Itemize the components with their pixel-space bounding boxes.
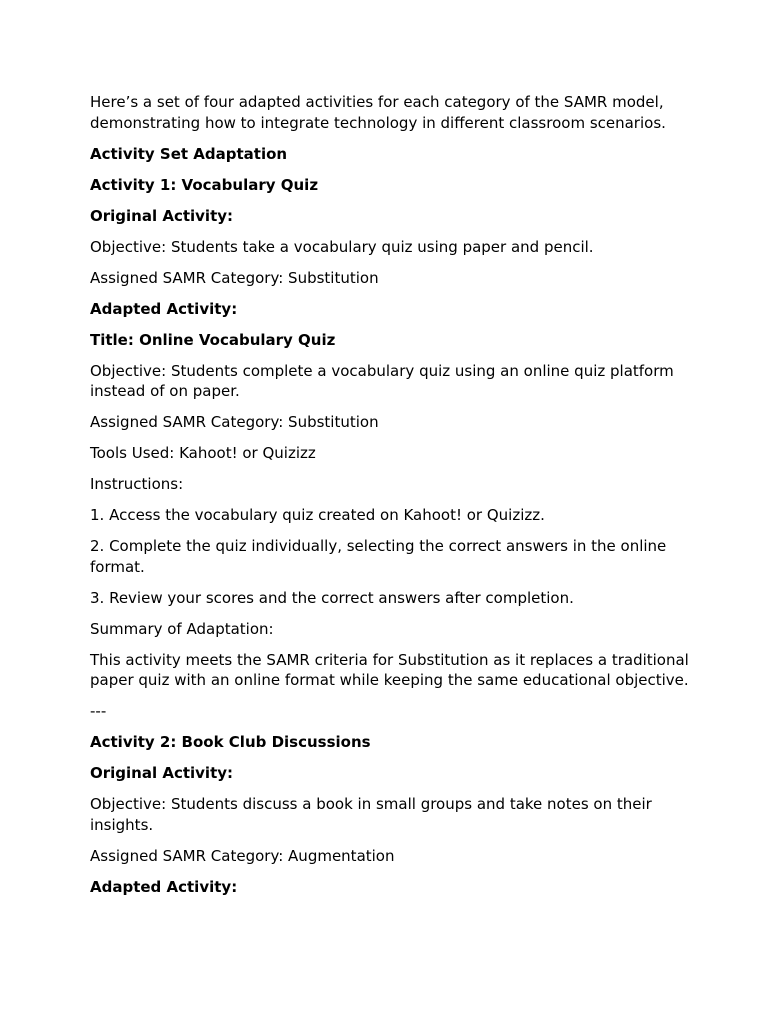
subheading: Original Activity: — [90, 206, 234, 225]
paragraph: Instructions: — [90, 475, 184, 493]
subheading: Adapted Activity: — [90, 299, 238, 318]
intro-paragraph: Here’s a set of four adapted activities for each category of the SAMR model, demonstrating how to integrate technology in different classroom scenarios. — [90, 93, 666, 132]
paragraph: Assigned SAMR Category: Substitution — [90, 268, 379, 287]
paragraph: Summary of Adaptation: — [90, 619, 274, 638]
paragraph: This activity meets the SAMR criteria for Substitution as it replaces a traditional paper quiz with an online format while keeping the same educational objective. — [90, 650, 689, 689]
paragraph: Objective: Students discuss a book in small groups and take notes on their insights. — [90, 795, 652, 834]
activity-heading: Activity 2: Book Club Discussions — [90, 733, 371, 751]
document-page — [90, 92, 690, 908]
section-heading: Activity Set Adaptation — [90, 144, 288, 163]
paragraph: Objective: Students complete a vocabulary quiz using an online quiz platform instead of on paper. — [90, 361, 674, 400]
paragraph: Objective: Students take a vocabulary quiz using paper and pencil. — [90, 237, 594, 256]
separator-text: --- — [90, 702, 107, 720]
paragraph: Assigned SAMR Category: Augmentation — [90, 846, 395, 865]
subheading: Title: Online Vocabulary Quiz — [90, 330, 336, 349]
list-item: 3. Review your scores and the correct answers after completion. — [90, 588, 574, 607]
list-item: 2. Complete the quiz individually, selecting the correct answers in the online format. — [90, 537, 667, 576]
subheading: Original Activity: — [90, 764, 234, 782]
paragraph: Assigned SAMR Category: Substitution — [90, 413, 379, 431]
subheading: Adapted Activity: — [90, 877, 238, 896]
activity-heading: Activity 1: Vocabulary Quiz — [90, 175, 319, 194]
paragraph: Tools Used: Kahoot! or Quizizz — [90, 444, 316, 462]
list-item: 1. Access the vocabulary quiz created on Kahoot! or Quizizz. — [90, 506, 545, 524]
